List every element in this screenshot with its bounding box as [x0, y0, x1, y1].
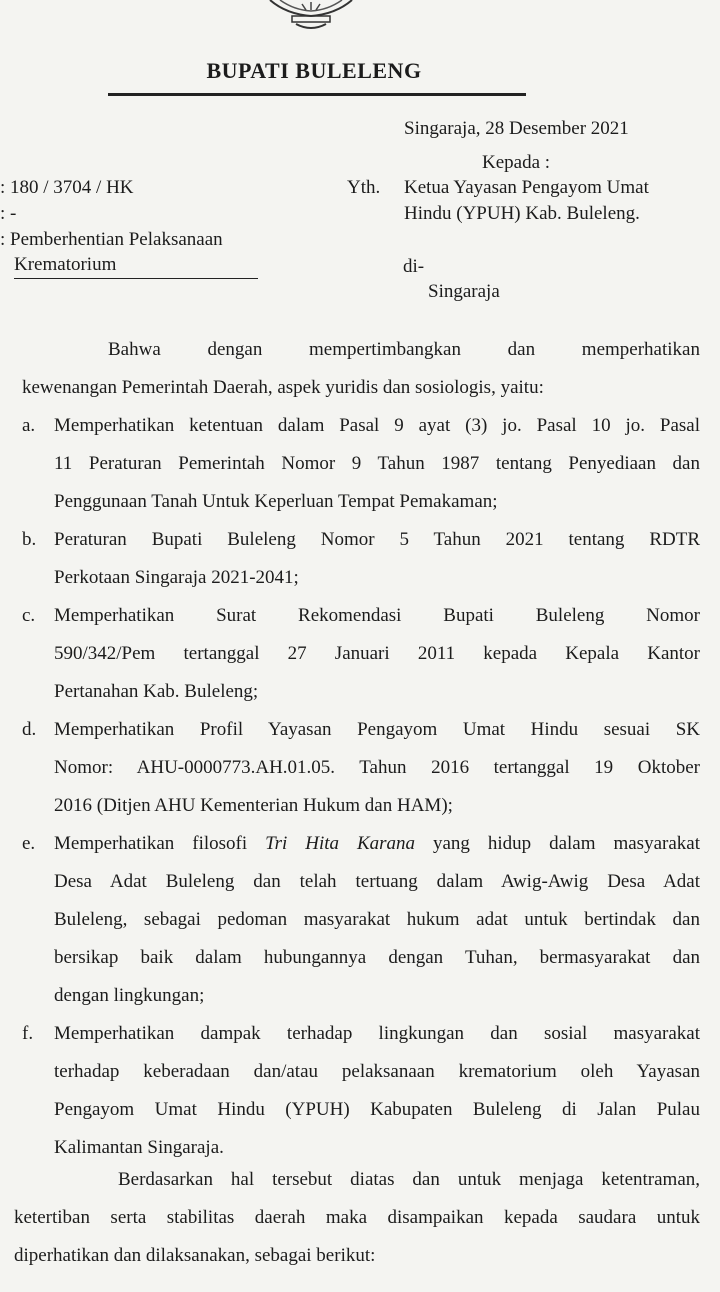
intro-line2: kewenangan Pemerintah Daerah, aspek yuridis dan sosiologis, yaitu:	[22, 377, 544, 398]
item-e-line	[54, 825, 700, 863]
item-f-line: Pengayom Umat Hindu (YPUH) Kabupaten Buleleng di Jalan Pulau	[54, 1099, 700, 1120]
kepada-label: Kepada :	[482, 152, 551, 173]
recipient-line1: Ketua Yayasan Pengayom Umat	[404, 177, 649, 198]
item-c-line: 590/342/Pem tertanggal 27 Januari 2011 kepada Kepala Kantor	[54, 643, 700, 664]
item-c	[54, 597, 700, 711]
item-d	[54, 711, 700, 825]
item-f	[54, 1015, 700, 1167]
letterhead-rule	[108, 93, 526, 96]
recipient-di: di-	[403, 256, 425, 277]
intro-line1: Bahwa dengan mempertimbangkan dan memperhatikan	[108, 339, 700, 360]
item-f-line: Memperhatikan dampak terhadap lingkungan dan sosial masyarakat	[54, 1023, 700, 1044]
item-a	[54, 407, 700, 521]
item-e-text-before: Memperhatikan filosofi	[54, 833, 266, 854]
letter-subject-line2: Krematorium	[14, 254, 117, 275]
item-letter-b: b.	[22, 529, 37, 550]
item-f-line: Kalimantan Singaraja.	[54, 1137, 224, 1158]
item-b	[54, 521, 700, 597]
item-b-line: Peraturan Bupati Buleleng Nomor 5 Tahun 2021 tentang RDTR	[54, 529, 700, 550]
item-a-line: 11 Peraturan Pemerintah Nomor 9 Tahun 1987 tentang Penyediaan dan	[54, 453, 700, 474]
item-letter-d: d.	[22, 719, 37, 740]
item-d-line: Nomor: AHU-0000773.AH.01.05. Tahun 2016 tertanggal 19 Oktober	[54, 757, 700, 778]
item-e	[54, 825, 700, 1015]
place-date: Singaraja, 28 Desember 2021	[404, 118, 629, 139]
closing-line2: ketertiban serta stabilitas daerah maka disampaikan kepada saudara untuk	[14, 1207, 700, 1228]
item-f-line: terhadap keberadaan dan/atau pelaksanaan krematorium oleh Yayasan	[54, 1061, 700, 1082]
item-letter-c: c.	[22, 605, 36, 626]
item-letter-f: f.	[22, 1023, 34, 1044]
item-e-line: Buleleng, sebagai pedoman masyarakat hukum adat untuk bertindak dan	[54, 909, 700, 930]
subject-underline	[14, 278, 258, 279]
item-e-text-after: yang hidup dalam masyarakat	[415, 833, 700, 854]
letterhead-title: BUPATI BULELENG	[206, 58, 422, 83]
item-e-line: bersikap baik dalam hubungannya dengan Tuhan, bermasyarakat dan	[54, 947, 700, 968]
item-a-line: Penggunaan Tanah Untuk Keperluan Tempat Pemakaman;	[54, 491, 498, 512]
item-c-line: Memperhatikan Surat Rekomendasi Bupati Buleleng Nomor	[54, 605, 700, 626]
item-e-line: dengan lingkungan;	[54, 985, 205, 1006]
item-b-line: Perkotaan Singaraja 2021-2041;	[54, 567, 299, 588]
item-letter-a: a.	[22, 415, 36, 436]
letter-attachment: : -	[0, 203, 17, 224]
item-letter-e: e.	[22, 833, 36, 854]
recipient-line2: Hindu (YPUH) Kab. Buleleng.	[404, 203, 640, 224]
letter-subject-line1: : Pemberhentian Pelaksanaan	[0, 229, 223, 250]
item-c-line: Pertanahan Kab. Buleleng;	[54, 681, 259, 702]
yth-label: Yth.	[347, 177, 381, 198]
recipient-city: Singaraja	[428, 281, 500, 302]
item-d-line: 2016 (Ditjen AHU Kementerian Hukum dan HAM);	[54, 795, 453, 816]
closing-line1: Berdasarkan hal tersebut diatas dan untuk menjaga ketentraman,	[118, 1169, 700, 1190]
item-e-line: Desa Adat Buleleng dan telah tertuang dalam Awig-Awig Desa Adat	[54, 871, 700, 892]
item-d-line: Memperhatikan Profil Yayasan Pengayom Umat Hindu sesuai SK	[54, 719, 700, 740]
item-a-line: Memperhatikan ketentuan dalam Pasal 9 ayat (3) jo. Pasal 10 jo. Pasal	[54, 415, 700, 436]
letter-number: : 180 / 3704 / HK	[0, 177, 134, 198]
closing-line3: diperhatikan dan dilaksanakan, sebagai berikut:	[14, 1245, 376, 1266]
item-e-italic-term: Tri Hita Karana	[265, 833, 416, 854]
regency-emblem-icon	[266, 0, 356, 32]
